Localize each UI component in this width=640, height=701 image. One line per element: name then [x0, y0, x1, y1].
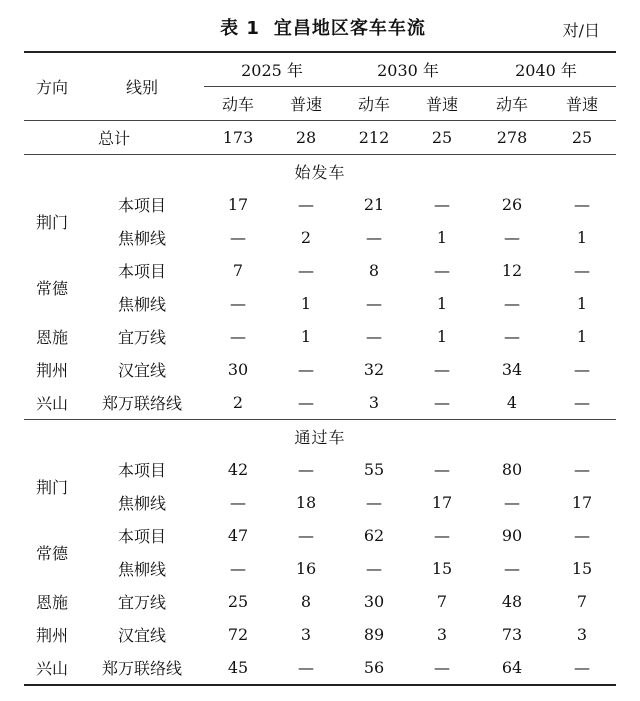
value-cell: — [574, 526, 590, 545]
total-label: 总计 [97, 129, 130, 148]
value-cell: 3 [368, 393, 380, 412]
total-row [24, 121, 616, 155]
value-cell: — [230, 493, 246, 512]
value-cell: — [434, 360, 450, 379]
value-cell: 48 [501, 592, 523, 611]
value-cell: — [366, 559, 382, 578]
table-row [24, 585, 616, 618]
value-cell: — [574, 195, 590, 214]
line-cell: 汉宜线 [117, 361, 166, 380]
value-cell: 1 [300, 327, 312, 346]
traffic-flow-table [24, 51, 616, 686]
direction-cell: 恩施 [35, 328, 68, 347]
value-cell: — [504, 228, 520, 247]
total-value: 25 [571, 128, 593, 147]
table-row [24, 651, 616, 685]
table-row [24, 188, 616, 221]
table-number: 表 1 [220, 18, 260, 39]
value-cell: 72 [227, 625, 249, 644]
table-row [24, 519, 616, 552]
value-cell: 8 [300, 592, 312, 611]
header-regular-2025: 普速 [289, 95, 322, 114]
value-cell: 47 [227, 526, 249, 545]
value-cell: — [230, 559, 246, 578]
value-cell: 1 [436, 294, 448, 313]
table-row [24, 552, 616, 585]
line-cell: 汉宜线 [117, 626, 166, 645]
value-cell: — [366, 294, 382, 313]
value-cell: 1 [576, 327, 588, 346]
value-cell: 32 [363, 360, 385, 379]
header-row-years [24, 52, 616, 87]
value-cell: — [298, 360, 314, 379]
value-cell: — [504, 493, 520, 512]
line-cell: 焦柳线 [117, 560, 166, 579]
section-title: 通过车 [294, 428, 346, 447]
value-cell: 21 [363, 195, 385, 214]
value-cell: 1 [576, 294, 588, 313]
line-cell: 焦柳线 [117, 229, 166, 248]
direction-cell: 常德 [35, 278, 68, 298]
value-cell: 2 [300, 228, 312, 247]
value-cell: 89 [363, 625, 385, 644]
value-cell: 7 [436, 592, 448, 611]
value-cell: 17 [227, 195, 249, 214]
line-cell: 郑万联络线 [101, 394, 182, 413]
value-cell: — [298, 261, 314, 280]
value-cell: 7 [232, 261, 244, 280]
value-cell: 17 [571, 493, 593, 512]
value-cell: 34 [501, 360, 523, 379]
section-title: 始发车 [294, 163, 346, 182]
table-title-text: 宜昌地区客车车流 [273, 18, 426, 39]
value-cell: 16 [295, 559, 317, 578]
value-cell: — [298, 393, 314, 412]
direction-cell: 常德 [35, 543, 68, 563]
header-emu-2025: 动车 [221, 95, 254, 114]
unit-label: 对/日 [562, 21, 600, 40]
line-cell: 本项目 [117, 527, 166, 546]
value-cell: 7 [576, 592, 588, 611]
line-cell: 郑万联络线 [101, 659, 182, 678]
value-cell: — [434, 261, 450, 280]
value-cell: — [434, 658, 450, 677]
value-cell: 4 [506, 393, 518, 412]
section-row [24, 155, 616, 189]
table-row [24, 221, 616, 254]
value-cell: 17 [431, 493, 453, 512]
line-cell: 宜万线 [117, 593, 166, 612]
value-cell: 3 [576, 625, 588, 644]
value-cell: — [434, 526, 450, 545]
value-cell: 25 [227, 592, 249, 611]
table-row [24, 320, 616, 353]
value-cell: — [434, 393, 450, 412]
table-row [24, 353, 616, 386]
value-cell: — [230, 294, 246, 313]
value-cell: — [504, 327, 520, 346]
header-emu-2030: 动车 [357, 95, 390, 114]
line-cell: 本项目 [117, 196, 166, 215]
table-row [24, 287, 616, 320]
value-cell: 73 [501, 625, 523, 644]
table-row [24, 386, 616, 420]
line-cell: 焦柳线 [117, 295, 166, 314]
value-cell: — [298, 658, 314, 677]
value-cell: 62 [363, 526, 385, 545]
total-value: 25 [431, 128, 453, 147]
value-cell: 26 [501, 195, 523, 214]
line-cell: 本项目 [117, 461, 166, 480]
table-caption [0, 10, 640, 44]
value-cell: — [574, 360, 590, 379]
value-cell: 2 [232, 393, 244, 412]
value-cell: 80 [501, 460, 523, 479]
value-cell: 56 [363, 658, 385, 677]
line-cell: 本项目 [117, 262, 166, 281]
value-cell: — [230, 327, 246, 346]
value-cell: — [298, 195, 314, 214]
direction-cell: 荆门 [35, 212, 68, 232]
value-cell: — [366, 228, 382, 247]
direction-cell: 荆州 [35, 361, 68, 380]
header-year-2040: 2040 年 [476, 52, 616, 87]
direction-cell: 荆州 [35, 626, 68, 645]
table-row [24, 618, 616, 651]
value-cell: — [298, 526, 314, 545]
section-row [24, 420, 616, 454]
value-cell: — [298, 460, 314, 479]
header-emu-2040: 动车 [495, 95, 528, 114]
value-cell: 3 [300, 625, 312, 644]
table-row [24, 453, 616, 486]
value-cell: 12 [501, 261, 523, 280]
value-cell: 1 [576, 228, 588, 247]
table-row [24, 254, 616, 287]
direction-cell: 恩施 [35, 593, 68, 612]
total-value: 173 [222, 128, 254, 147]
value-cell: — [434, 460, 450, 479]
line-cell: 宜万线 [117, 328, 166, 347]
value-cell: — [574, 460, 590, 479]
value-cell: — [434, 195, 450, 214]
direction-cell: 荆门 [35, 477, 68, 497]
value-cell: — [574, 261, 590, 280]
value-cell: — [574, 393, 590, 412]
value-cell: 55 [363, 460, 385, 479]
value-cell: — [230, 228, 246, 247]
value-cell: 1 [300, 294, 312, 313]
value-cell: 45 [227, 658, 249, 677]
value-cell: — [504, 294, 520, 313]
value-cell: — [366, 327, 382, 346]
value-cell: 18 [295, 493, 317, 512]
value-cell: 90 [501, 526, 523, 545]
header-direction: 方向 [35, 78, 68, 97]
header-year-2030: 2030 年 [340, 52, 476, 87]
value-cell: 3 [436, 625, 448, 644]
value-cell: 30 [227, 360, 249, 379]
value-cell: — [574, 658, 590, 677]
value-cell: 15 [571, 559, 593, 578]
value-cell: 42 [227, 460, 249, 479]
value-cell: 64 [501, 658, 523, 677]
table-row [24, 486, 616, 519]
header-year-2025: 2025 年 [204, 52, 340, 87]
value-cell: 30 [363, 592, 385, 611]
direction-cell: 兴山 [35, 659, 68, 678]
value-cell: 1 [436, 228, 448, 247]
header-regular-2040: 普速 [565, 95, 598, 114]
total-value: 212 [358, 128, 390, 147]
line-cell: 焦柳线 [117, 494, 166, 513]
value-cell: 15 [431, 559, 453, 578]
value-cell: 1 [436, 327, 448, 346]
header-regular-2030: 普速 [425, 95, 458, 114]
total-value: 278 [496, 128, 528, 147]
value-cell: 8 [368, 261, 380, 280]
value-cell: — [366, 493, 382, 512]
value-cell: — [504, 559, 520, 578]
total-value: 28 [295, 128, 317, 147]
direction-cell: 兴山 [35, 394, 68, 413]
table-body [24, 121, 616, 686]
table-title [0, 14, 640, 40]
header-line: 线别 [125, 78, 158, 97]
